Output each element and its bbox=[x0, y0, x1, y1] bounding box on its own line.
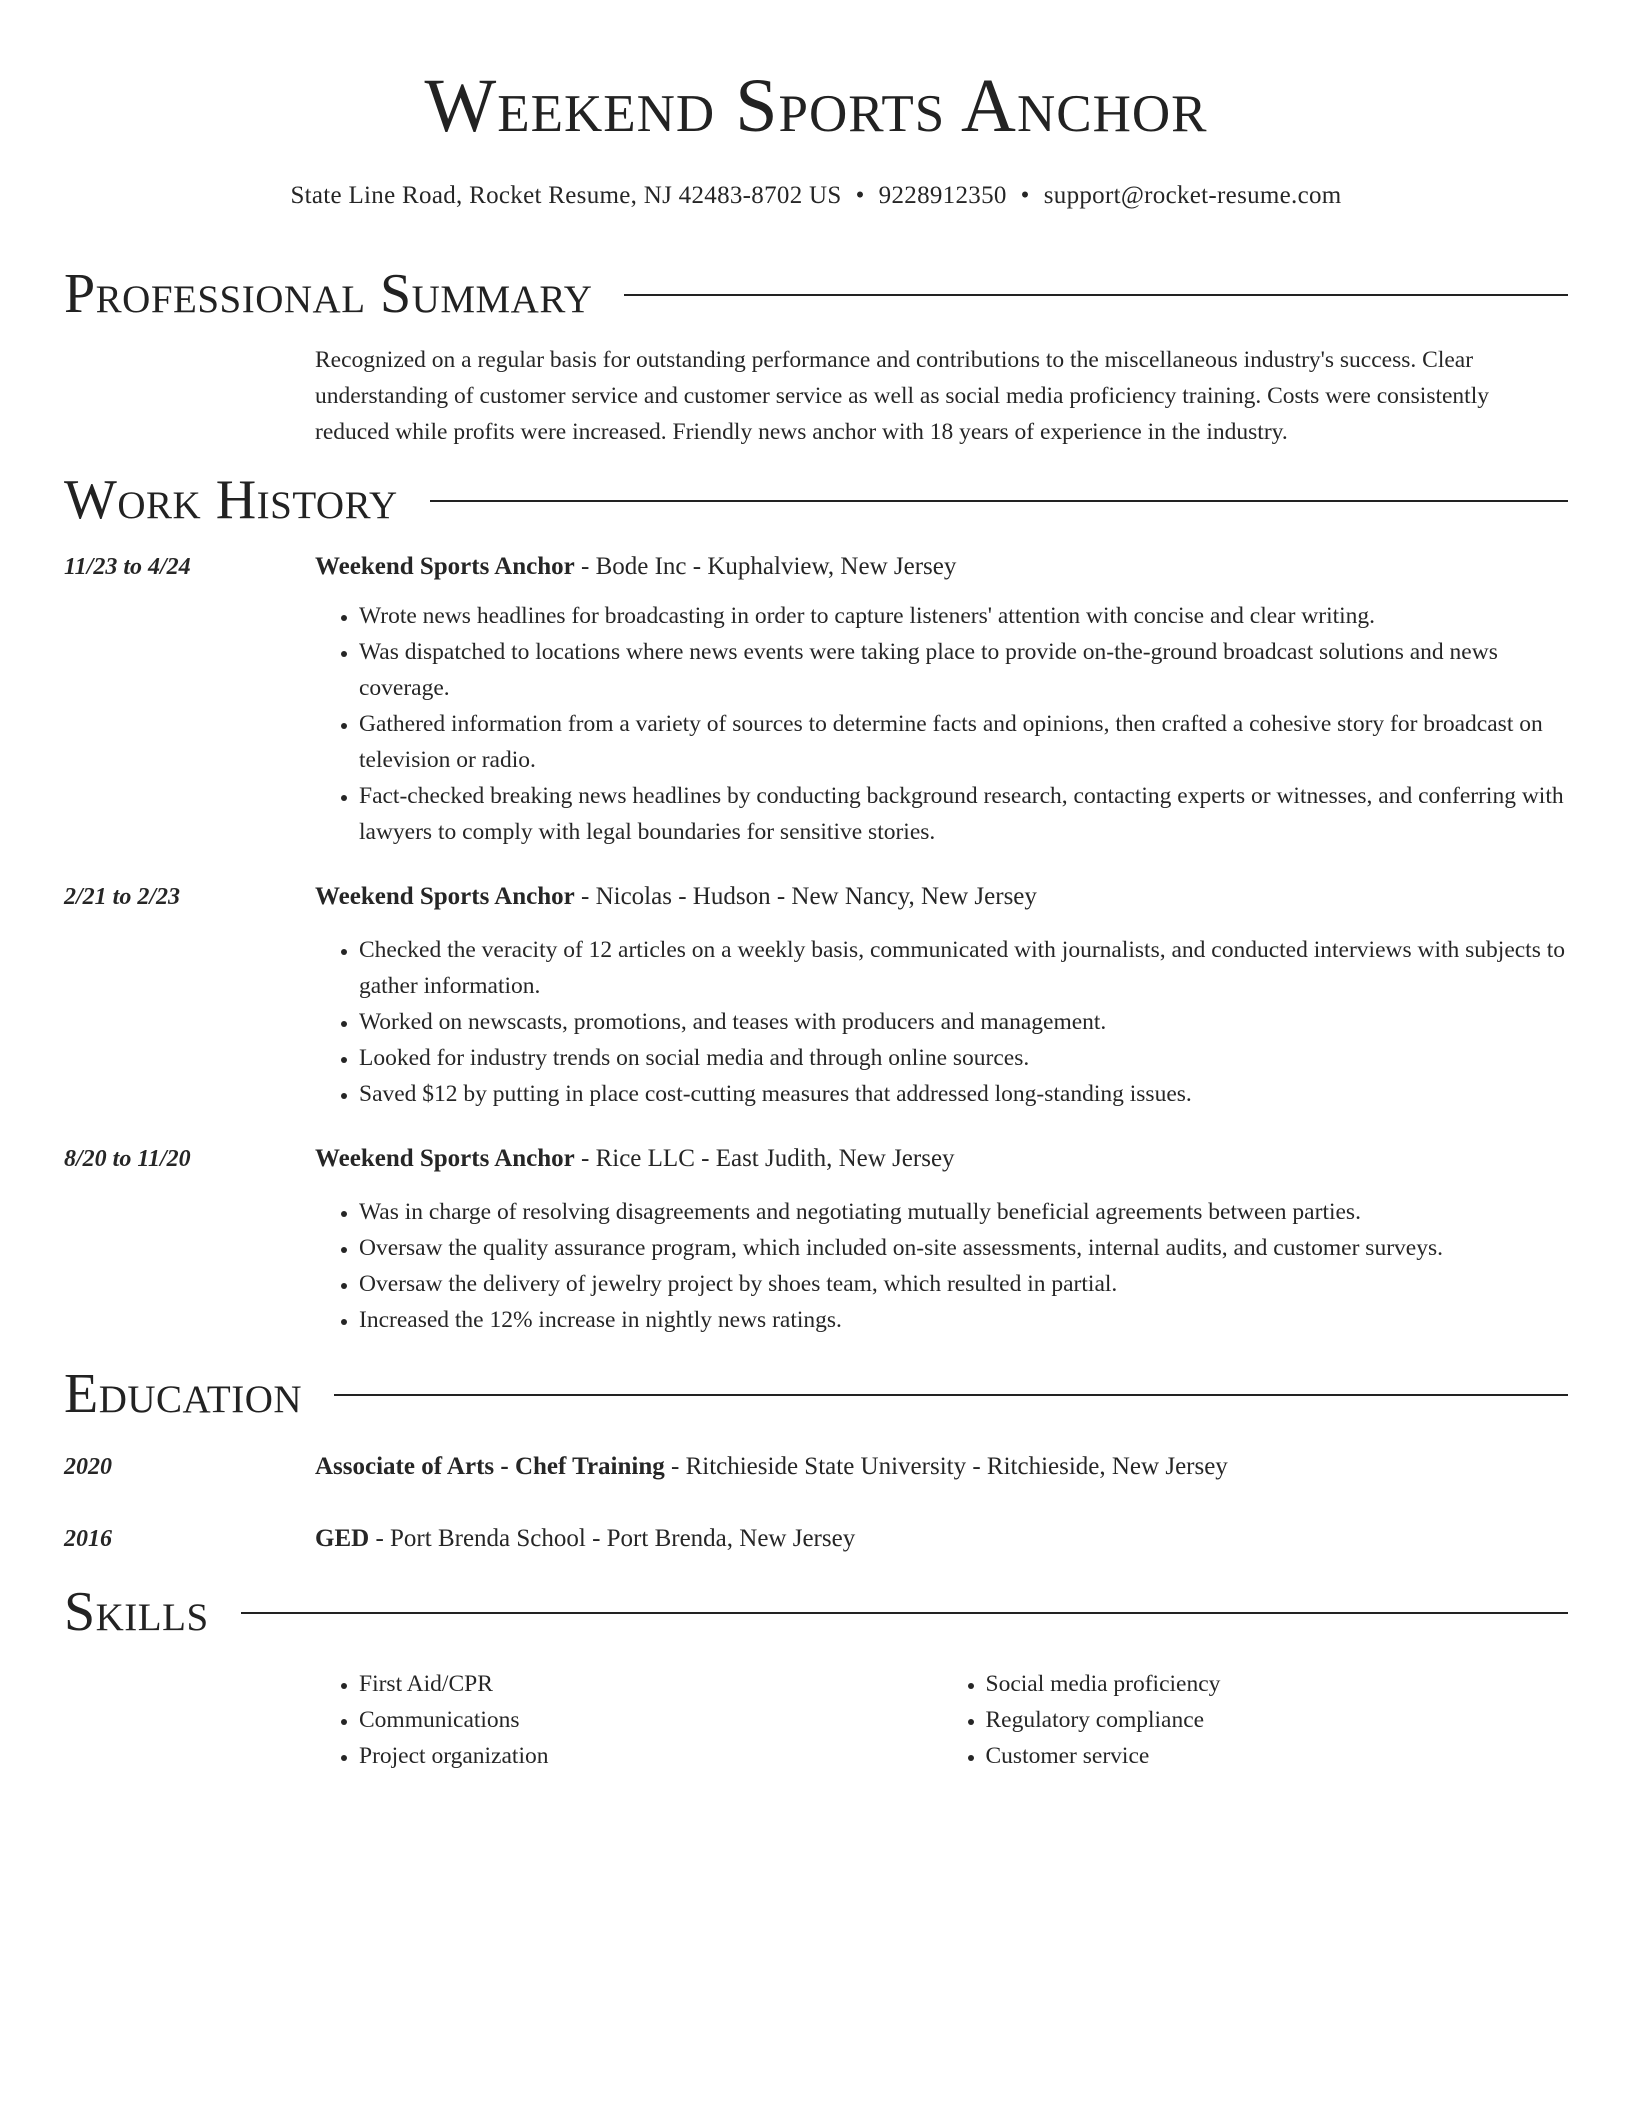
job-title: Weekend Sports Anchor bbox=[315, 883, 575, 910]
job-title: Weekend Sports Anchor bbox=[315, 553, 575, 580]
job-bullets bbox=[315, 598, 1568, 850]
education-header bbox=[315, 1522, 1568, 1556]
job-bullet: • Checked the veracity of 12 articles on a weekly basis, communicated with journalists, and conducted interviews with subjects to gather information. bbox=[359, 932, 1568, 1004]
education-heading bbox=[64, 1358, 1568, 1430]
education-year: 2016 bbox=[64, 1526, 112, 1552]
job-bullet: • Fact-checked breaking news headlines by conducting background research, contacting experts or witnesses, and conferring with lawyers to comply with legal boundaries for sensitive stories. bbox=[359, 778, 1568, 850]
section-divider bbox=[241, 1612, 1568, 1614]
job-bullet: • Worked on newscasts, promotions, and teases with producers and management. bbox=[359, 1004, 1568, 1040]
job-bullets bbox=[315, 1194, 1568, 1338]
job-bullet: • Oversaw the quality assurance program, which included on-site assessments, internal audits, and customer surveys. bbox=[359, 1230, 1568, 1266]
skills-list bbox=[315, 1666, 1568, 1774]
job-dates: 11/23 to 4/24 bbox=[64, 554, 191, 580]
job-entry bbox=[64, 880, 1568, 1112]
job-dates: 8/20 to 11/20 bbox=[64, 1146, 191, 1172]
education-degree: Associate of Arts - Chef Training bbox=[315, 1453, 665, 1480]
skill-item: • Project organization bbox=[359, 1738, 942, 1774]
job-entry bbox=[64, 1142, 1568, 1338]
skill-item: • First Aid/CPR bbox=[359, 1666, 942, 1702]
section-title: Work History bbox=[64, 469, 398, 531]
job-header bbox=[315, 550, 1568, 584]
job-dates: 2/21 to 2/23 bbox=[64, 884, 181, 910]
contact-separator: • bbox=[855, 182, 865, 209]
job-bullet: • Gathered information from a variety of sources to determine facts and opinions, then crafted a cohesive story for broadcast on television or radio. bbox=[359, 706, 1568, 778]
section-title: Professional Summary bbox=[64, 263, 593, 325]
job-bullet: • Was dispatched to locations where news events were taking place to provide on-the-ground broadcast solutions and news coverage. bbox=[359, 634, 1568, 706]
skills-column-right bbox=[942, 1666, 1569, 1774]
education-degree: GED bbox=[315, 1525, 370, 1552]
skill-item: • Communications bbox=[359, 1702, 942, 1738]
education-header bbox=[315, 1450, 1568, 1484]
contact-line bbox=[64, 180, 1568, 212]
resume-page bbox=[64, 0, 1568, 1774]
job-bullet: • Oversaw the delivery of jewelry project by shoes team, which resulted in partial. bbox=[359, 1266, 1568, 1302]
job-header bbox=[315, 880, 1568, 914]
education-entry bbox=[64, 1522, 1568, 1556]
education-entry bbox=[64, 1450, 1568, 1484]
job-bullet: • Wrote news headlines for broadcasting in order to capture listeners' attention with concise and clear writing. bbox=[359, 598, 1568, 634]
job-bullet: • Looked for industry trends on social media and through online sources. bbox=[359, 1040, 1568, 1076]
resume-name: Weekend Sports Anchor bbox=[424, 64, 1208, 148]
skill-item: • Social media proficiency bbox=[986, 1666, 1569, 1702]
job-bullets bbox=[315, 932, 1568, 1112]
skill-item: • Regulatory compliance bbox=[986, 1702, 1569, 1738]
education-section bbox=[64, 1358, 1568, 1556]
skill-item: • Customer service bbox=[986, 1738, 1569, 1774]
section-divider bbox=[430, 500, 1568, 502]
job-bullet: • Increased the 12% increase in nightly news ratings. bbox=[359, 1302, 1568, 1338]
skills-section bbox=[64, 1576, 1568, 1774]
job-header bbox=[315, 1142, 1568, 1176]
summary-section bbox=[64, 258, 1568, 450]
job-title: Weekend Sports Anchor bbox=[315, 1145, 575, 1172]
contact-phone: 9228912350 bbox=[878, 182, 1007, 209]
work-history-heading bbox=[64, 464, 1568, 536]
skills-column-left bbox=[315, 1666, 942, 1774]
summary-text: Recognized on a regular basis for outstanding performance and contributions to the miscellaneous industry's success. Clear understanding of customer service and customer service as well as social media proficiency training. Costs were consistently reduced while profits were increased. Friendly news anchor with 18 years of experience in the industry. bbox=[315, 347, 1489, 445]
section-divider bbox=[624, 294, 1568, 296]
contact-email: support@rocket-resume.com bbox=[1043, 182, 1342, 209]
education-school: - Port Brenda School - Port Brenda, New Jersey bbox=[369, 1525, 856, 1552]
education-school: - Ritchieside State University - Ritchieside, New Jersey bbox=[664, 1453, 1228, 1480]
job-entry bbox=[64, 550, 1568, 850]
section-title: Skills bbox=[64, 1581, 209, 1643]
job-employer: - Bode Inc - Kuphalview, New Jersey bbox=[574, 553, 957, 580]
contact-address: State Line Road, Rocket Resume, NJ 42483-8702 US bbox=[290, 182, 842, 209]
job-bullet: • Saved $12 by putting in place cost-cutting measures that addressed long-standing issues. bbox=[359, 1076, 1568, 1112]
job-employer: - Nicolas - Hudson - New Nancy, New Jersey bbox=[574, 883, 1037, 910]
section-title: Education bbox=[64, 1363, 303, 1425]
job-employer: - Rice LLC - East Judith, New Jersey bbox=[574, 1145, 955, 1172]
education-year: 2020 bbox=[64, 1454, 112, 1480]
job-bullet: • Was in charge of resolving disagreements and negotiating mutually beneficial agreements between parties. bbox=[359, 1194, 1568, 1230]
skills-heading bbox=[64, 1576, 1568, 1648]
work-history-section bbox=[64, 464, 1568, 1338]
summary-heading bbox=[64, 258, 1568, 330]
contact-separator: • bbox=[1020, 182, 1030, 209]
section-divider bbox=[334, 1394, 1568, 1396]
